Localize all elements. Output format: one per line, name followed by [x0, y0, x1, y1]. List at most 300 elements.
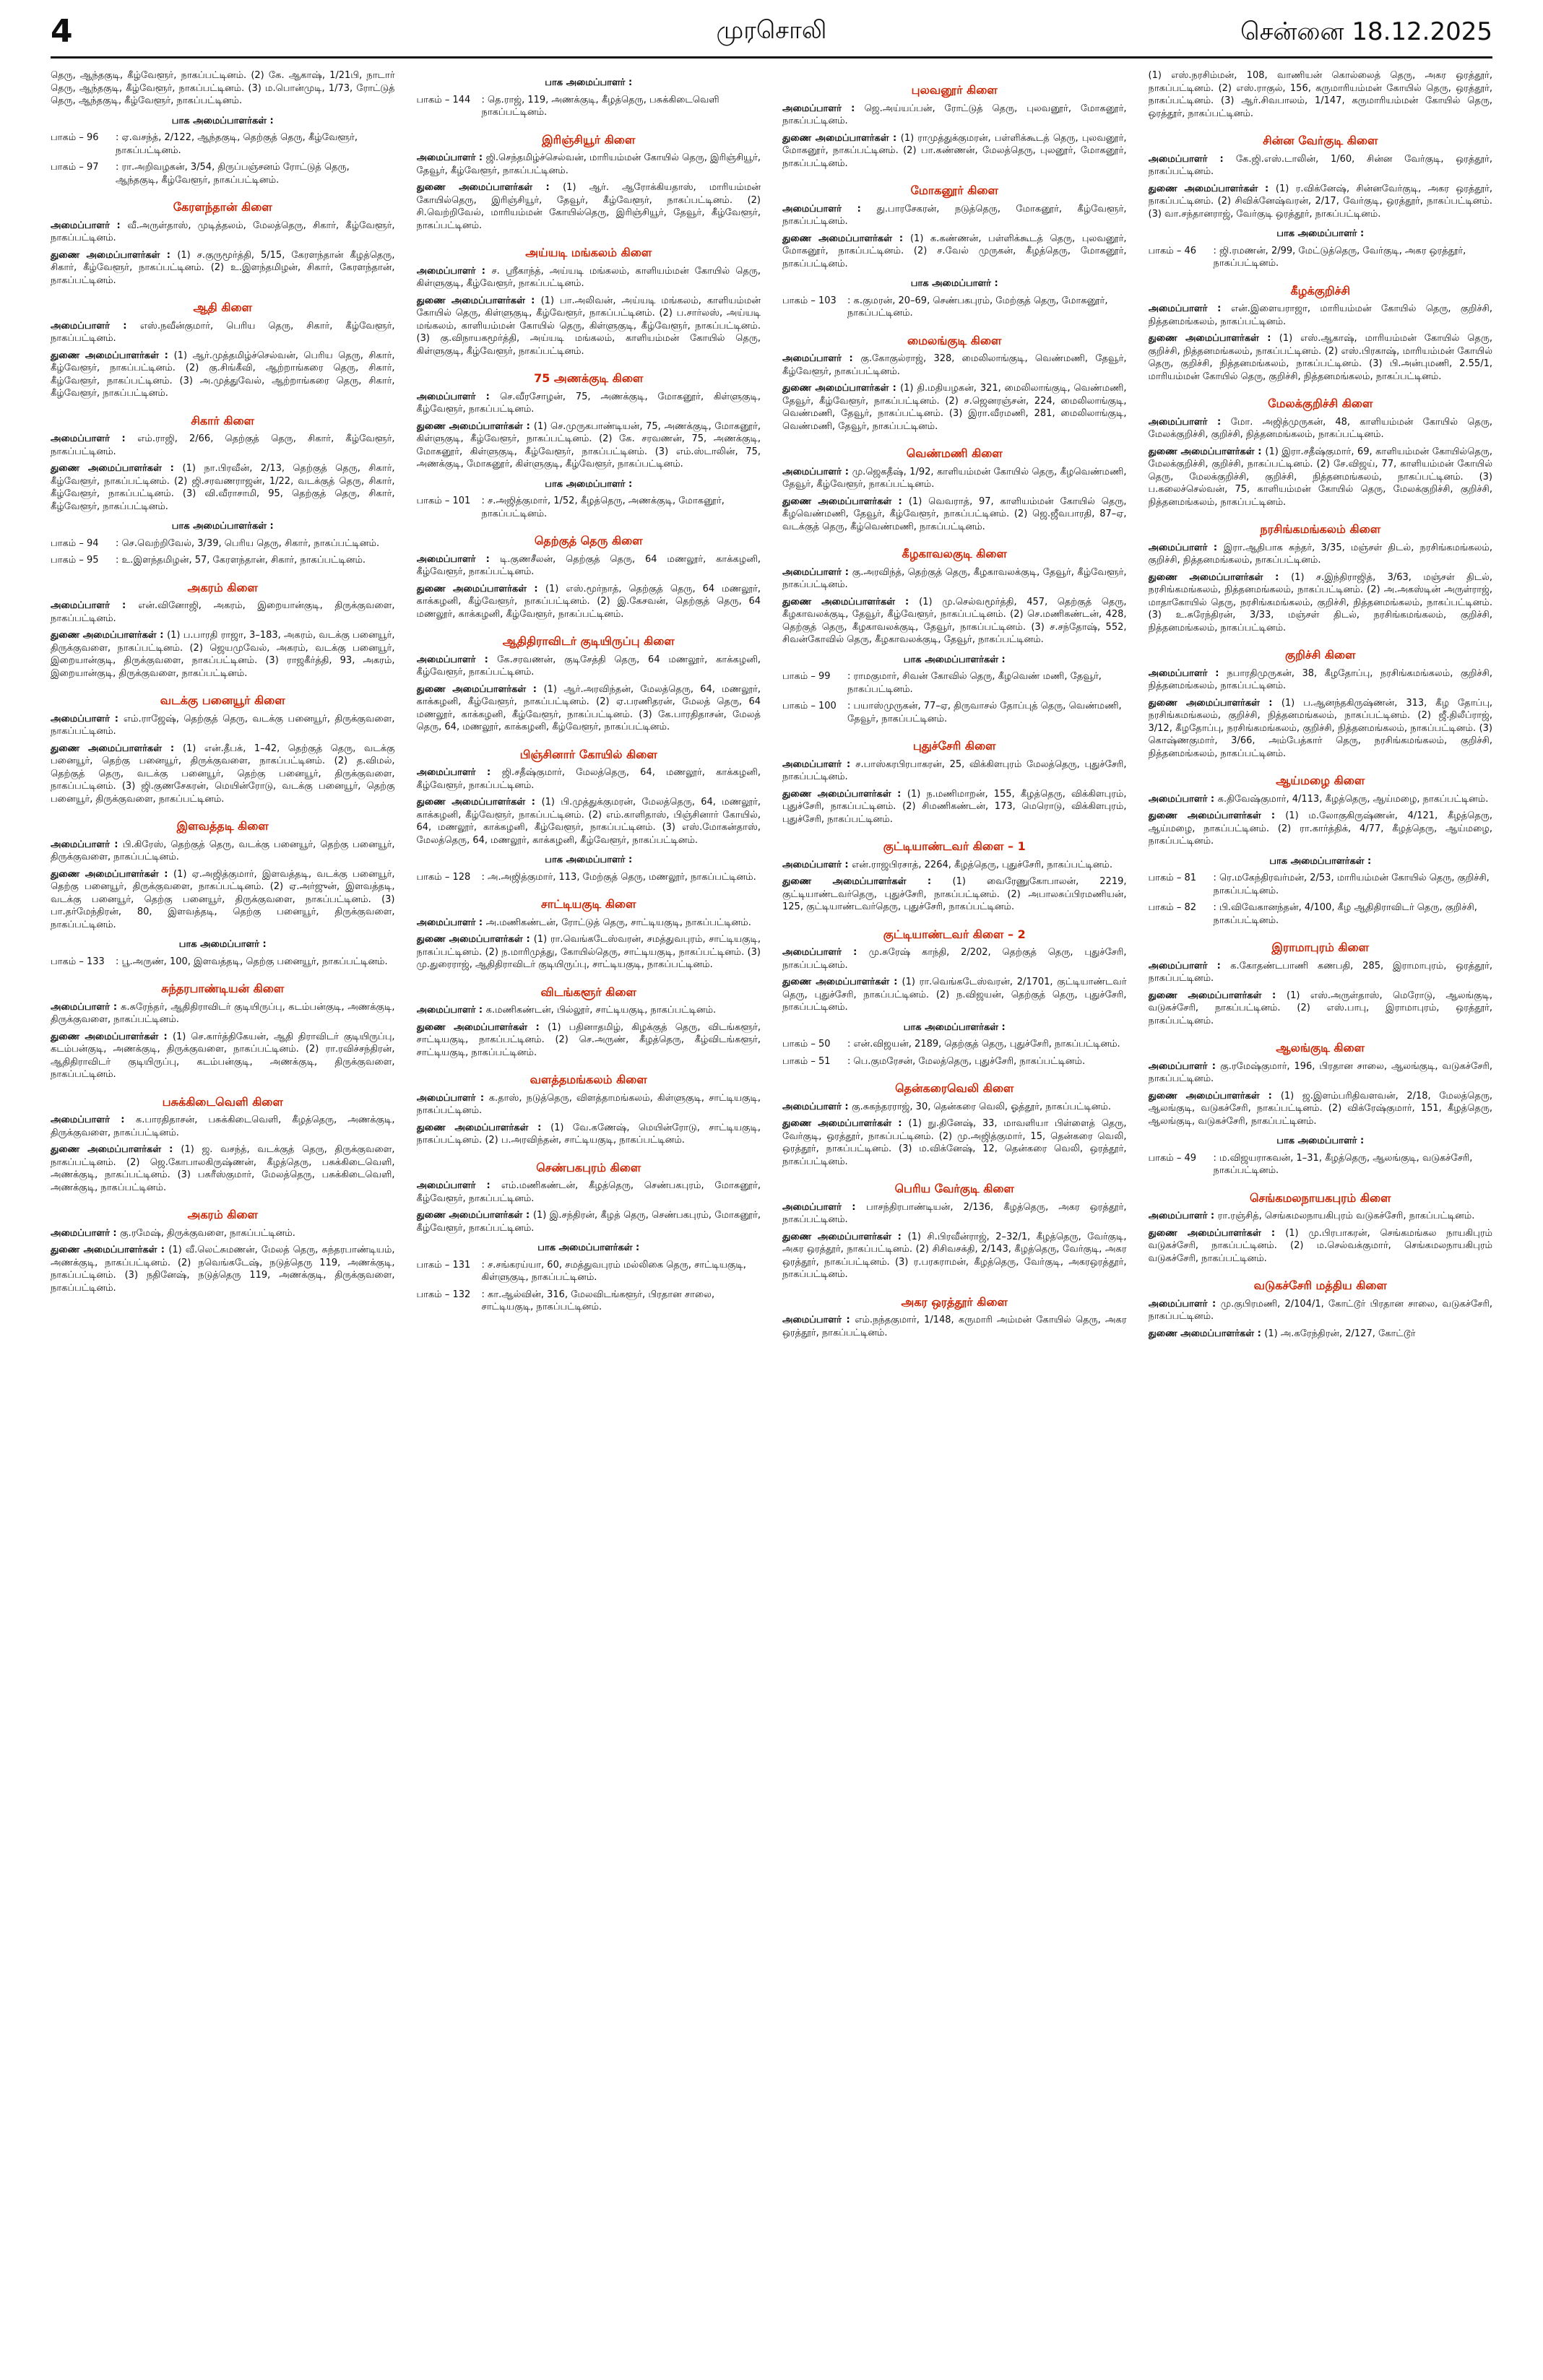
- deputy-organizers-value: (1) பா.அலிவன், அய்யடி மங்கலம், காளியம்மன் கோயில் தெரு, கிள்ளுகுடி, கீழ்வேளூர், நாகப்பட்டினம். (2) ப.சார்லஸ், அய்யடி மங்கலம், காளியம்மன் கோயில் தெரு, கிள்ளுகுடி, கீழ்வேளூர், நாகப்பட்டினம். (3) கு.விநாயகமூர்த்தி, அய்யடி மங்கலம், காளியம்மன் கோயில் தெரு, கிள்ளுகுடி, கீழ்வேளூர், நாகப்பட்டினம்.: [416, 295, 761, 357]
- branch-section: [782, 334, 1127, 433]
- section-number: பாகம் – 96: [51, 132, 99, 143]
- deputy-organizers-value: (1) க.கண்ணன், பள்ளிக்கூடத் தெரு, புலவனூர், மோகனூர், நாகப்பட்டினம். (2) ச.வேல் முருகன், கீழத்தெரு, மோகனூர், நாகப்பட்டினம்.: [782, 233, 1127, 269]
- section-number: பாகம் – 101: [416, 496, 471, 506]
- organizer-label: அமைப்பாளர் :: [1148, 1060, 1221, 1072]
- branch-section: [51, 301, 395, 400]
- deputy-organizers-value: (1) செ.கார்த்திகேயன், ஆதி திராவிடர் குடியிருப்பு, கடம்பன்குடி, அணக்குடி, திருக்குவளை, நாகப்பட்டினம். (2) ரா.ரவிச்சந்திரன், ஆதிதிராவிடர் குடியிருப்பு, கடம்பன்குடி, அணக்குடி, திருக்குவளை, நாகப்பட்டினம்.: [51, 1031, 395, 1080]
- organizer-label: அமைப்பாளர் :: [416, 767, 502, 778]
- organizer-entry: [51, 320, 395, 345]
- branch-title: மேலக்குறிச்சி கிளை: [1268, 397, 1373, 410]
- organizer-entry: [51, 433, 395, 458]
- organizer-value: என்.இளையராஜா, மாரியம்மன் கோயில் தெரு, குறிச்சி, நித்தனமங்கலம், நாகப்பட்டினம்.: [1148, 303, 1492, 327]
- section-organizer-row: [1149, 1152, 1493, 1177]
- section-organizer-row: [51, 554, 395, 567]
- section-number: பாகம் – 128: [416, 871, 471, 883]
- organizer-entry: [51, 600, 395, 625]
- branch-title: இளவத்தடி கிளை: [176, 819, 269, 833]
- section-organizer-row: [417, 871, 761, 884]
- branch-section: [417, 372, 761, 520]
- section-number: பாகம் – 49: [1148, 1152, 1197, 1164]
- organizer-value: எம்.நந்தகுமார், 1/148, கருமாரி அம்மன் கோயில் தெரு, அகர ஒரத்தூர், நாகப்பட்டினம்.: [782, 1315, 1127, 1338]
- deputy-organizers-label: துணை அமைப்பாளர்கள் :: [416, 420, 534, 432]
- organizer-entry: [51, 220, 395, 245]
- branch-section: [51, 201, 395, 287]
- deputy-organizers-label: துணை அமைப்பாளர்கள் :: [782, 233, 910, 244]
- deputy-organizers-label: துணை அமைப்பாளர்கள் :: [1148, 1227, 1286, 1239]
- section-organizer-row: [782, 700, 1127, 725]
- deputy-organizers-value: (1) ரா.வெங்கடேஸ்வரன், சமத்துவபுரம், சாட்டியகுடி, நாகப்பட்டினம். (2) ந.மாரிமுத்து, கோயில்தெரு, சாட்டியகுடி, நாகப்பட்டினம். (3) மு.துரைராஜ், ஆதிதிராவிடர் குடியிருப்பு, சாட்டியகுடி, நாகப்பட்டினம்.: [416, 934, 761, 970]
- section-organizer-row: [417, 1259, 761, 1284]
- deputy-organizers-value: (1) ப.ஆனந்தகிருஷ்ணன், 313, கீழ தோப்பு, நரசிங்கமங்கலம், குறிச்சி, நித்தனமங்கலம், நாகப்பட்டினம். (2) ஜீ.திலீப்ராஜ், 3/12, கீழதோப்பு, நரசிங்கமங்கலம், குறிச்சி, நித்தனமங்கலம், நாகப்பட்டினம். (3) கொஷ்ணகுமார், 3/66, அம்பேத்கார் தெரு, நரசிங்கமங்கலம், குறிச்சி, நித்தனமங்கலம், நாகப்பட்டினம்.: [1148, 697, 1492, 759]
- deputy-organizers-entry: [1149, 183, 1493, 221]
- organizer-label: அமைப்பாளர் :: [416, 391, 501, 402]
- deputy-organizers-entry: [782, 875, 1127, 914]
- branch-title: செண்பகபுரம் கிளை: [536, 1160, 641, 1174]
- organizer-entry: [782, 859, 1127, 872]
- branch-title: கீழக்குறிச்சி: [1290, 283, 1351, 298]
- deputy-organizers-value: (1) தி.மதியழகன், 321, மைலிலாங்குடி, வெண்மணி, தேவூர், கீழ்வேளூர், நாகப்பட்டினம். (2) ச.ஜெனரஞ்சன், 224, மைலிலாங்குடி, வெண்மணி, தேவூர், நாகப்பட்டினம். (3) இரா.வீரமணி, 281, மைலிலாங்குடி, வெண்மணி, தேவூர், நாகப்பட்டினம்.: [782, 383, 1127, 432]
- deputy-organizers-value: (1) மு.செல்வமூர்த்தி, 457, தெற்குத் தெரு, கீழகாவலக்குடி, தேவூர், கீழ்வேளூர், நாகப்பட்டினம். (2) செ.மணிகண்டன், 428, தெற்குத் தெரு, கீழகாவலக்குடி, தேவூர், நாகப்பட்டினம். (3) ச.சந்தோஷ், 552, சிவன்கோவில் தெரு, கீழகாவலக்குடி, தேவூர், நாகப்பட்டினம்.: [782, 596, 1127, 645]
- deputy-organizers-entry: [1149, 810, 1493, 848]
- section-organizers-heading: பாக அமைப்பாளர்கள் :: [171, 521, 274, 532]
- section-organizer-value: : க.குமரன், 20–69, செண்பகபுரம், மேற்குத் தெரு, மோகனூர், நாகப்பட்டினம்.: [847, 295, 1108, 319]
- section-number: பாகம் – 95: [51, 555, 99, 566]
- organizer-label: அமைப்பாளர் :: [1148, 153, 1236, 165]
- organizer-value: எம்.மணிகண்டன், கீழத்தெரு, செண்பகபுரம், மோகனூர், கீழ்வேளூர், நாகப்பட்டினம்.: [416, 1180, 761, 1204]
- deputy-organizers-label: துணை அமைப்பாளர்கள் :: [1148, 571, 1292, 583]
- organizer-entry: [1149, 960, 1493, 985]
- organizer-entry: [51, 713, 395, 738]
- deputy-organizers-value: (1) வெவராத், 97, காளியம்மன் கோயில் தெரு, கீழவெண்மணி, தேவூர், கீழ்வேளூர், நாகப்பட்டினம். (2) ஜெ.ஜீவபாரதி, 87–ஏ, வடக்குத் தெரு, கீழ்வெண்மணி, நாகப்பட்டினம்.: [782, 496, 1127, 532]
- deputy-organizers-label: துணை அமைப்பாளர்கள் :: [1148, 1328, 1265, 1339]
- branch-section: [417, 898, 761, 972]
- section-organizer-row: [51, 131, 395, 157]
- columns-container: [51, 69, 1492, 2366]
- branch-title: மைலங்குடி கிளை: [907, 333, 1002, 347]
- section-organizer-row: [417, 94, 761, 119]
- branch-section: [417, 134, 761, 233]
- branch-title: வளத்தமங்கலம் கிளை: [530, 1073, 647, 1086]
- branch-title: தென்கரைவெலி கிளை: [895, 1081, 1014, 1095]
- branch-section: [51, 1096, 395, 1195]
- deputy-organizers-entry: [51, 743, 395, 806]
- organizer-value: மு.குபிரமணி, 2/104/1, கோட்டூர் பிரதான சாலை, வடுகச்சேரி, நாகப்பட்டினம்.: [1148, 1298, 1492, 1322]
- organizer-entry: [51, 1114, 395, 1139]
- section-organizer-value: : பி.விவேகானந்தன், 4/100, கீழ ஆதிதிராவிடர் தெரு, குறிச்சி, நாகப்பட்டினம்.: [1213, 902, 1477, 926]
- deputy-organizers-value: (1) வே.கணேஷ், மெயின்ரோடு, சாட்டியகுடி, நாகப்பட்டினம். (2) ப.அரவிந்தன், சாட்டியகுடி, நாகப்பட்டினம்.: [416, 1122, 761, 1146]
- organizer-entry: [1149, 1210, 1493, 1223]
- organizer-value: எம்.ராஜி, 2/66, தெற்குத் தெரு, சிகார், கீழ்வேளூர், நாகப்பட்டினம்.: [51, 433, 395, 457]
- organizer-entry: [782, 566, 1127, 592]
- organizer-value: என்.வினோஜி, அகரம், இறையான்குடி, திருக்குவளை, நாகப்பட்டினம்.: [51, 600, 395, 624]
- deputy-organizers-label: துணை அமைப்பாளர்கள் :: [782, 876, 953, 887]
- section-organizer-row: [417, 1289, 761, 1314]
- branch-title: பெரிய வேர்குடி கிளை: [894, 1182, 1014, 1195]
- section-organizer-value: : ஏ.வசந்த், 2/122, ஆந்தகுடி, தெற்குத் தெரு, கீழ்வேளூர், நாகப்பட்டினம்.: [116, 132, 358, 156]
- organizer-value: க.பாரதிதாசன், பசுக்கிடைவெளி, கீழத்தெரு, அணக்குடி, திருக்குவளை, நாகப்பட்டினம்.: [51, 1115, 395, 1138]
- deputy-organizers-entry: [417, 683, 761, 734]
- deputy-organizers-value: (1) நா.பிரவீன், 2/13, தெற்குத் தெரு, சிகார், கீழ்வேளூர், நாகப்பட்டினம். (2) ஜி.சரவணராஜன், 1/22, வடக்குத் தெரு, சிகார், கீழ்வேளூர், நாகப்பட்டினம். (3) வி.வீராசாமி, 95, தெற்குத் தெரு, சிகார், கீழ்வேளூர், நாகப்பட்டினம்.: [51, 463, 395, 512]
- deputy-organizers-label: துணை அமைப்பாளர்கள் :: [1148, 183, 1276, 194]
- deputy-organizers-value: (1) ஏ.அஜித்குமார், இளவத்தடி, வடக்கு பனையூர், தெற்கு பனையூர், திருக்குவளை, நாகப்பட்டினம். (2) ஏ.அர்ஜுன், இளவத்தடி, வடக்கு பனையூர், தெற்கு பனையூர், திருக்குவளை, நாகப்பட்டினம். (3) பா.தர்மேந்திரன், 80, இளவத்தடி, தெற்கு பனையூர், திருக்குவளை, நாகப்பட்டினம்.: [51, 868, 395, 930]
- section-organizer-value: : தெ.ராஜ், 119, அணக்குடி, கீழத்தெரு, பசுக்கிடைவெளி நாகப்பட்டினம்.: [481, 94, 719, 118]
- deputy-organizers-entry: [1149, 1227, 1493, 1265]
- organizer-value: மு.ஜெகதீஷ், 1/92, காளியம்மன் கோயில் தெரு, கீழவெண்மணி, தேவூர், கீழ்வேளூர், நாகப்பட்டினம்.: [782, 466, 1127, 490]
- deputy-organizers-label: துணை அமைப்பாளர்கள் :: [51, 249, 178, 261]
- organizer-value: கு.அரவிந்த், தெற்குத் தெரு, கீழகாவலக்குடி, தேவூர், கீழ்வேளூர், நாகப்பட்டினம்.: [782, 566, 1127, 590]
- deputy-organizers-value: (1) ஆர்.முத்தமிழ்ச்செல்வன், பெரிய தெரு, சிகார், கீழ்வேளூர், நாகப்பட்டினம். (2) கு.சிங்கீவி, ஆற்றாங்கரை தெரு, சிகார், கீழ்வேளூர், நாகப்பட்டினம். (3) அ.முத்துவேல், ஆற்றாங்கரை தெரு, சிகார், கீழ்வேளூர், நாகப்பட்டினம்.: [51, 350, 395, 399]
- branch-section: [782, 548, 1127, 725]
- deputy-organizers-label: துணை அமைப்பாளர்கள் :: [416, 1122, 551, 1133]
- organizer-entry: [782, 103, 1127, 128]
- section-number: பாகம் – 100: [782, 701, 837, 711]
- deputy-organizers-label: துணை அமைப்பாளர்கள் :: [416, 934, 534, 945]
- deputy-organizers-value: (1) ச.குருமூர்த்தி, 5/15, கேரளந்தான் கீழத்தெரு, சிகார், கீழ்வேளூர், நாகப்பட்டினம். (2) உ.இளந்தமிழன், சிகார், கேரளந்தான், நாகப்பட்டினம்.: [51, 249, 395, 286]
- deputy-organizers-entry: [782, 976, 1127, 1014]
- organizer-label: அமைப்பாளர் :: [782, 1315, 855, 1325]
- branch-title: கேரளந்தான் கிளை: [173, 200, 272, 214]
- deputy-organizers-label: துணை அமைப்பாளர்கள் :: [416, 797, 542, 808]
- branch-section: [1149, 397, 1493, 509]
- branch-title: அகரம் கிளை: [187, 580, 258, 594]
- branch-section: [1149, 285, 1493, 384]
- branch-section: [417, 1073, 761, 1147]
- organizer-entry: [782, 352, 1127, 378]
- organizer-label: அமைப்பாளர் :: [51, 320, 140, 332]
- branch-section: [417, 535, 761, 620]
- deputy-organizers-value: (1) எஸ்.நரசிம்மன், 108, வாணியன் கொல்லைத் தெரு, அகர ஒரத்தூர், நாகப்பட்டினம். (2) எஸ்.ராகுல், 156, கருமாரியம்மன் கோயில் தெரு, ஒரத்தூர், நாகப்பட்டினம். (3) ஆர்.சிவபாலம், 1/147, கருமாரியம்மன் கோயில் தெரு, ஒரத்தூர், நாகப்பட்டினம்.: [1148, 70, 1492, 119]
- deputy-organizers-label: துணை அமைப்பாளர்கள் :: [51, 350, 174, 361]
- section-organizer-value: : என்.விஜயன், 2189, தெற்குத் தெரு, புதுச்சேரி, நாகப்பட்டினம்.: [847, 1039, 1120, 1050]
- branch-title: வெண்மணி கிளை: [906, 446, 1003, 460]
- branch-title: செங்கமலநாயகபுரம் கிளை: [1249, 1190, 1391, 1205]
- organizer-entry: [1149, 667, 1493, 693]
- deputy-organizers-entry: [417, 1021, 761, 1060]
- deputy-organizers-entry: [782, 1231, 1127, 1281]
- branch-title: அகர ஒரத்தூர் கிளை: [901, 1294, 1008, 1309]
- section-organizer-row: [1149, 901, 1493, 927]
- organizer-label: அமைப்பாளர் :: [782, 758, 856, 770]
- section-organizer-value: : ராமகுமார், சிவன் கோவில் தெரு, கீழவெண் மணி, தேவூர், நாகப்பட்டினம்.: [847, 671, 1102, 695]
- deputy-organizers-entry: [782, 788, 1127, 826]
- organizer-entry: [417, 917, 761, 930]
- section-number: பாகம் – 97: [51, 162, 99, 173]
- branch-title: ஆதி கிளை: [193, 300, 253, 314]
- section-organizer-value: : ச.அஜித்குமார், 1/52, கீழத்தெரு, அணக்குடி, மோகனூர், நாகப்பட்டினம்.: [481, 496, 725, 519]
- deputy-organizers-label: துணை அமைப்பாளர்கள் :: [782, 132, 901, 144]
- organizer-label: அமைப்பாளர் :: [1148, 416, 1231, 428]
- organizer-value: பி.கிரேஸ், தெற்குத் தெரு, வடக்கு பனையூர், தெற்கு பனையூர், திருக்குவளை, நாகப்பட்டினம்.: [51, 839, 395, 862]
- deputy-organizers-value: தெரு, ஆந்தகுடி, கீழ்வேளூர், நாகப்பட்டினம். (2) கே. ஆகாஷ், 1/21பி, நாடார் தெரு, ஆந்தகுடி, கீழ்வேளூர், நாகப்பட்டினம். (3) ம.பொன்முடி, 1/73, ரோட்டுத் தெரு, ஆந்தகுடி, கீழ்வேளூர், நாகப்பட்டினம்.: [51, 70, 395, 106]
- deputy-organizers-value: (1) செ.முருகபாண்டியன், 75, அணக்குடி, மோகனூர், கிள்ளுகுடி, கீழ்வேளூர், நாகப்பட்டினம். (2) கே. சரவணன், 75, அணக்குடி, மோகனூர், கிள்ளுகுடி, கீழ்வேளூர், நாகப்பட்டினம். (3) எம்.ஸ்டாலின், 75, அணக்குடி, மோகனூர், கிள்ளுகுடி, கீழ்வேளூர், நாகப்பட்டினம்.: [416, 420, 761, 469]
- section-organizer-value: : பூ.அருண், 100, இளவத்தடி, தெற்கு பனையூர், நாகப்பட்டினம்.: [116, 956, 388, 967]
- section-organizer-row: [1149, 872, 1493, 897]
- deputy-organizers-label: துணை அமைப்பாளர்கள் :: [51, 1144, 181, 1155]
- organizer-value: க.திவேஷ்குமார், 4/113, கீழத்தெரு, ஆய்மழை, நாகப்பட்டினம்.: [1217, 793, 1489, 805]
- organizer-label: அமைப்பாளர் :: [416, 654, 498, 665]
- branch-title: அகரம் கிளை: [187, 1208, 258, 1221]
- column: [1149, 69, 1493, 2366]
- section-organizer-row: [417, 495, 761, 520]
- deputy-organizers-value: (1) மு.பிரபாகரன், செங்கமங்கல நாயகிபுரம் வடுகச்சேரி, நாகப்பட்டினம். (2) ம.செல்வக்குமார், செங்கமலநாயகிபுரம் வடுகச்சேரி, நாகப்பட்டினம்.: [1148, 1227, 1492, 1264]
- column: [782, 69, 1127, 2366]
- organizer-label: அமைப்பாளர் :: [782, 203, 877, 215]
- organizer-value: மு.சுரேஷ் காந்தி, 2/202, தெற்குத் தெரு, புதுச்சேரி, நாகப்பட்டினம்.: [782, 947, 1127, 971]
- organizer-value: பாசந்திரபாண்டியன், 2/136, கீழத்தெரு, அகர ஒரத்தூர், நாகப்பட்டினம்.: [782, 1201, 1127, 1225]
- organizer-entry: [1149, 416, 1493, 441]
- branch-title: 75 அணக்குடி கிளை: [534, 371, 644, 385]
- section-organizers-heading: பாக அமைப்பாளர் :: [910, 278, 998, 289]
- organizer-value: கு.ரமேஷ்குமார், 196, பிரதான சாலை, ஆலங்குடி, வடுகச்சேரி, நாகப்பட்டினம்.: [1148, 1060, 1492, 1084]
- deputy-organizers-value: (1) ராமுத்துக்குமரன், பள்ளிக்கூடத் தெரு, புலவனூர், மோகனூர், நாகப்பட்டினம். (2) பா.கண்ணன், மேலத்தெரு, புலனூர், மோகனூர், நாகப்பட்டினம்.: [782, 132, 1127, 169]
- page-number: 4: [51, 13, 73, 50]
- branch-section: [782, 84, 1127, 170]
- deputy-organizers-entry: [417, 1122, 761, 1147]
- section-organizer-value: : கா.ஆல்வின், 316, மேலவிடங்களூர், பிரதான சாலை, சாட்டியகுடி, நாகப்பட்டினம்.: [481, 1289, 715, 1312]
- section-organizers-heading: பாக அமைப்பாளர்கள் :: [171, 115, 274, 126]
- deputy-organizers-label: துணை அமைப்பாளர்கள் :: [51, 1031, 173, 1042]
- branch-section: [1149, 523, 1493, 634]
- deputy-organizers-label: துணை அமைப்பாளர்கள் :: [782, 788, 907, 800]
- header-rule: [51, 56, 1492, 59]
- deputy-organizers-label: துணை அமைப்பாளர்கள் :: [1148, 333, 1279, 344]
- section-number: பாகம் – 50: [782, 1039, 831, 1050]
- organizer-entry: [417, 265, 761, 290]
- branch-title: இரிஞ்சியூர் கிளை: [542, 132, 636, 147]
- branch-section: [782, 184, 1127, 320]
- section-organizers-heading: பாக அமைப்பாளர்கள் :: [537, 1242, 640, 1253]
- organizer-label: அமைப்பாளர் :: [1148, 793, 1218, 805]
- deputy-organizers-entry: [51, 69, 395, 108]
- section-number: பாகம் – 103: [782, 295, 837, 306]
- organizer-label: அமைப்பாளர் :: [782, 566, 852, 578]
- organizer-value: ஜெ.அய்யப்பன், ரோட்டுத் தெரு, புலவனூர், மோகனூர், நாகப்பட்டினம்.: [782, 103, 1127, 126]
- section-organizer-value: : பயாஸ்முருகன், 77–ஏ, திருவாசல் தோப்புத் தெரு, வெண்மணி, தேவூர், நாகப்பட்டினம்.: [847, 701, 1122, 724]
- section-organizer-value: : உ.இளந்தமிழன், 57, கேரளந்தான், சிகார், நாகப்பட்டினம்.: [116, 555, 366, 566]
- deputy-organizers-entry: [1149, 69, 1493, 120]
- organizer-value: ச.பாஸ்கரபிரபாகரன், 25, விக்கிளபுரம் மேலத்தெரு, புதுச்சேரி, நாகப்பட்டினம்.: [782, 758, 1127, 782]
- deputy-organizers-label: துணை அமைப்பாளர்கள் :: [51, 463, 183, 474]
- organizer-entry: [417, 1180, 761, 1205]
- deputy-organizers-entry: [51, 1244, 395, 1294]
- organizer-entry: [417, 1092, 761, 1117]
- deputy-organizers-label: துணை அமைப்பாளர்கள் :: [1148, 697, 1281, 709]
- branch-section: [782, 1296, 1127, 1340]
- branch-section: [417, 635, 761, 734]
- organizer-label: அமைப்பாளர் :: [51, 839, 123, 850]
- column: [51, 69, 395, 2366]
- deputy-organizers-label: துணை அமைப்பாளர்கள் :: [416, 182, 563, 193]
- organizer-value: எஸ்.நவீன்குமார், பெரிய தெரு, சிகார், கீழ்வேளூர், நாகப்பட்டினம்.: [51, 320, 395, 344]
- deputy-organizers-entry: [51, 462, 395, 513]
- branch-title: அய்யடி மங்கலம் கிளை: [525, 246, 652, 259]
- section-organizers-heading: பாக அமைப்பாளர்கள் :: [903, 1021, 1006, 1033]
- deputy-organizers-entry: [51, 1143, 395, 1194]
- organizer-entry: [782, 946, 1127, 972]
- section-organizer-value: : ம.விஜயராகவன், 1–31, கீழத்தெரு, ஆலங்குடி, வடுகச்சேரி, நாகப்பட்டினம்.: [1213, 1152, 1473, 1176]
- deputy-organizers-entry: [1149, 332, 1493, 383]
- organizer-label: அமைப்பாளர் :: [782, 1201, 866, 1213]
- organizer-label: அமைப்பாளர் :: [416, 1092, 489, 1104]
- branch-section: [1149, 649, 1493, 760]
- organizer-entry: [782, 758, 1127, 784]
- deputy-organizers-value: (1) பி.முத்துக்குமரன், மேலத்தெரு, 64, மணலூர், காக்கழனி, கீழ்வேளூர், நாகப்பட்டினம். (2) எம்.காளிதாஸ், பிஞ்சினார் கோயில், 64, மணலூர், காக்கழனி, கீழ்வேளூர், நாகப்பட்டினம். (3) எஸ்.மோகன்தாஸ், மேலத்தெரு, 64, மணலூர், காக்கழனி, கீழ்வேளூர், நாகப்பட்டினம்.: [416, 797, 761, 846]
- organizer-label: அமைப்பாளர் :: [782, 947, 869, 958]
- deputy-organizers-value: (1) ர.விக்னேஷ், சின்னவேர்குடி, அகர ஒரத்தூர், நாகப்பட்டினம். (2) சிவிக்னேஷ்வரன், 2/17, வேர்குடி, ஒரத்தூர், நாகப்பட்டினம். (3) வா.சந்தானராஜ், வேர்குடி ஒரத்தூர், நாகப்பட்டினம்.: [1148, 183, 1492, 220]
- organizer-value: து.பாரசேகரன், நடுத்தெரு, மோகனூர், கீழ்வேளூர், நாகப்பட்டினம்.: [782, 203, 1127, 227]
- section-organizer-row: [782, 670, 1127, 696]
- deputy-organizers-entry: [417, 1209, 761, 1234]
- deputy-organizers-label: துணை அமைப்பாளர்கள் :: [782, 383, 901, 394]
- organizer-label: அமைப்பாளர் :: [51, 220, 128, 231]
- organizer-entry: [782, 466, 1127, 491]
- organizer-entry: [782, 1101, 1127, 1114]
- section-number: பாகம் – 133: [51, 956, 105, 967]
- branch-section: [51, 982, 395, 1081]
- masthead: [0, 0, 1543, 62]
- deputy-organizers-label: துணை அமைப்பாளர்கள் :: [416, 1021, 548, 1033]
- section-number: பாகம் – 99: [782, 671, 831, 682]
- newspaper-name: முரசொலி: [716, 16, 827, 45]
- deputy-organizers-entry: [1149, 697, 1493, 761]
- section-organizer-value: : அ.அஜித்குமார், 113, மேற்குத் தெரு, மணலூர், நாகப்பட்டினம்.: [481, 871, 756, 883]
- deputy-organizers-entry: [1149, 1328, 1493, 1341]
- organizer-entry: [51, 839, 395, 864]
- deputy-organizers-entry: [1149, 1090, 1493, 1128]
- branch-title: ஆய்மழை கிளை: [1276, 774, 1365, 787]
- deputy-organizers-entry: [417, 181, 761, 232]
- branch-title: ஆதிதிராவிடர் குடியிருப்பு கிளை: [502, 634, 675, 648]
- section-number: பாகம் – 82: [1148, 902, 1197, 913]
- organizer-entry: [417, 654, 761, 679]
- branch-section: [51, 415, 395, 567]
- organizer-label: அமைப்பாளர் :: [416, 1005, 486, 1016]
- deputy-organizers-value: (1) ம.லோகுகிருஷ்ணன், 4/121, கீழத்தெரு, ஆய்மழை, நாகப்பட்டினம். (2) ரா.கார்த்திக், 4/77, கீழத்தெரு, ஆய்மழை, நாகப்பட்டினம்.: [1148, 810, 1492, 847]
- deputy-organizers-entry: [782, 233, 1127, 271]
- organizer-value: க.மணிகண்டன், பில்லூர், சாட்டியகுடி, நாகப்பட்டினம்.: [485, 1005, 717, 1016]
- deputy-organizers-entry: [782, 496, 1127, 534]
- branch-section: [1149, 1279, 1493, 1340]
- section-organizer-row: [782, 1038, 1127, 1051]
- deputy-organizers-entry: [417, 295, 761, 358]
- organizer-value: க.கோதண்டபாணி கணபதி, 285, இராமாபுரம், ஒரத்தூர், நாகப்பட்டினம்.: [1148, 960, 1492, 984]
- organizer-label: அமைப்பாளர் :: [416, 265, 492, 277]
- branch-section: [417, 246, 761, 358]
- organizer-entry: [1149, 303, 1493, 328]
- deputy-organizers-entry: [1149, 571, 1493, 635]
- organizer-label: அமைப்பாளர் :: [1148, 960, 1231, 972]
- branch-section: [417, 986, 761, 1060]
- branch-section: [51, 820, 395, 968]
- deputy-organizers-entry: [782, 382, 1127, 433]
- deputy-organizers-value: (1) என்.தீபக், 1–42, தெற்குத் தெரு, வடக்கு பனையூர், தெற்கு பனையூர், திருக்குவளை, நாகப்பட்டினம். (2) த.விமல், தெற்குத் தெரு, வடக்கு பனையூர், தெற்கு பனையூர், திருக்குவளை, நாகப்பட்டினம். (3) ஜி.குணசேகரன், மெயின்ரோடு, வடக்கு பனையூர், தெற்கு பனையூர், திருக்குவளை, நாகப்பட்டினம்.: [51, 743, 395, 805]
- branch-section: [51, 69, 395, 186]
- organizer-value: ஜி.செந்தமிழ்ச்செல்வன், மாரியம்மன் கோயில் தெரு, இரிஞ்சியூர், தேவூர், கீழ்வேளூர், நாகப்பட்டினம்.: [416, 152, 761, 176]
- deputy-organizers-label: துணை அமைப்பாளர்கள் :: [1148, 990, 1287, 1001]
- deputy-organizers-label: துணை அமைப்பாளர்கள் :: [51, 868, 174, 880]
- deputy-organizers-label: துணை அமைப்பாளர்கள் :: [782, 1118, 909, 1129]
- branch-section: [51, 1208, 395, 1294]
- section-number: பாகம் – 51: [782, 1055, 831, 1067]
- deputy-organizers-label: துணை அமைப்பாளர்கள் :: [782, 596, 920, 607]
- section-organizers-heading: பாக அமைப்பாளர் :: [545, 854, 633, 865]
- branch-title: வடக்கு பனையூர் கிளை: [160, 693, 285, 707]
- organizer-label: அமைப்பாளர் :: [51, 1115, 136, 1125]
- organizer-label: அமைப்பாளர் :: [51, 1227, 121, 1239]
- branch-section: [1149, 774, 1493, 927]
- deputy-organizers-label: துணை அமைப்பாளர்கள் :: [51, 743, 183, 754]
- branch-section: [1149, 69, 1493, 120]
- branch-section: [51, 694, 395, 805]
- section-organizer-row: [782, 1055, 1127, 1068]
- section-number: பாகம் – 94: [51, 537, 99, 549]
- deputy-organizers-value: (1) பதினாதமிழ், கிழக்குத் தெரு, விடங்களூர், சாட்டியகுடி, நாகப்பட்டினம். (2) செ.அருண், கீழத்தெரு, கீழ்விடங்களூர், சாட்டியகுடி, நாகப்பட்டினம்.: [416, 1021, 761, 1058]
- organizer-label: அமைப்பாளர் :: [782, 103, 865, 114]
- organizer-value: கு.சுகந்தரராஜ், 30, தென்கரை வெலி, ஓத்தூர், நாகப்பட்டினம்.: [852, 1101, 1112, 1112]
- organizer-entry: [782, 1314, 1127, 1339]
- section-organizers-heading: பாக அமைப்பாளர்கள் :: [903, 654, 1006, 665]
- branch-section: [782, 447, 1127, 533]
- organizer-value: க.சுரேந்தர், ஆதிதிராவிடர் குடியிருப்பு, கடம்பன்குடி, அணக்குடி, திருக்குவளை, நாகப்பட்டினம்.: [51, 1001, 395, 1025]
- branch-section: [417, 77, 761, 119]
- organizer-label: அமைப்பாளர் :: [1148, 1298, 1221, 1310]
- branch-title: பிஞ்சினார் கோயில் கிளை: [519, 747, 657, 761]
- organizer-value: வீ.அருள்தாஸ், முடித்தலம், மேலத்தெரு, சிகார், கீழ்வேளூர், நாகப்பட்டினம்.: [51, 220, 395, 243]
- deputy-organizers-label: துணை அமைப்பாளர்கள் :: [51, 1245, 169, 1255]
- deputy-organizers-label: துணை அமைப்பாளர்கள் :: [416, 683, 544, 695]
- section-organizer-row: [51, 956, 395, 969]
- deputy-organizers-value: (1) ஜ.இளம்பரிதிவளவன், 2/18, மேலத்தெரு, ஆலங்குடி, வடுகச்சேரி, நாகப்பட்டினம். (2) விக்ரேஷ்குமார், 151, கீழத்தெரு, ஆலங்குடி, வடுகச்சேரி, நாகப்பட்டினம்.: [1148, 1090, 1492, 1127]
- deputy-organizers-label: துணை அமைப்பாளர்கள் :: [1148, 1090, 1281, 1102]
- deputy-organizers-entry: [782, 596, 1127, 646]
- organizer-entry: [417, 152, 761, 177]
- deputy-organizers-label: துணை அமைப்பாளர்கள் :: [51, 630, 168, 641]
- deputy-organizers-label: துணை அமைப்பாளர்கள் :: [416, 295, 541, 306]
- deputy-organizers-label: துணை அமைப்பாளர்கள் :: [782, 1231, 908, 1242]
- organizer-entry: [1149, 542, 1493, 567]
- organizer-value: அ.மணிகண்டன், ரோட்டுத் தெரு, சாட்டியகுடி, நாகப்பட்டினம்.: [485, 917, 751, 928]
- branch-section: [51, 581, 395, 680]
- organizer-label: அமைப்பாளர் :: [51, 600, 139, 611]
- branch-title: பசுக்கிடைவெளி கிளை: [162, 1094, 283, 1109]
- organizer-label: அமைப்பாளர் :: [782, 466, 852, 477]
- deputy-organizers-value: (1) ஆர். ஆரோக்கியதாஸ், மாரியம்மன் கோயில்தெரு, இரிஞ்சியூர், தேவூர், கீழ்வேளூர், நாகப்பட்டினம். (2) சி.வெற்றிவேல், மாரியம்மன் கோயில்தெரு, இரிஞ்சியூர், தேவூர், கீழ்வேளூர், நாகப்பட்டினம்.: [416, 182, 761, 231]
- section-organizers-heading: பாக அமைப்பாளர் :: [545, 478, 633, 490]
- organizer-value: ச. ஸ்ரீகாந்த், அய்யடி மங்கலம், காளியம்மன் கோயில் தெரு, கிள்ளுகுடி, கீழ்வேளூர், நாகப்பட்டினம்.: [416, 265, 761, 289]
- organizer-entry: [417, 766, 761, 792]
- section-number: பாகம் – 144: [416, 94, 471, 105]
- deputy-organizers-label: துணை அமைப்பாளர்கள் :: [416, 583, 545, 594]
- section-organizers-heading: பாக அமைப்பாளர் :: [1276, 228, 1365, 239]
- deputy-organizers-entry: [51, 249, 395, 287]
- deputy-organizers-entry: [51, 350, 395, 400]
- organizer-label: அமைப்பாளர் :: [1148, 1211, 1218, 1221]
- deputy-organizers-value: (1) வீ.லெட்சுமணன், மேலத் தெரு, சுந்தரபாண்டியம், அணக்குடி, நாகப்பட்டினம். (2) நவெங்கடேஷ், நடுத்தெரு 119, அணக்குடி, நாகப்பட்டினம். (3) நதினேஷ், நடுத்தெரு 119, அணக்குடி, திருக்குவளை, நாகப்பட்டினம்.: [51, 1245, 395, 1294]
- deputy-organizers-label: துணை அமைப்பாளர்கள் :: [782, 496, 909, 507]
- section-organizer-value: : ஜி.ரமணன், 2/99, மேட்டுத்தெரு, வேர்குடி, அகர ஒரத்தூர், நாகப்பட்டினம்.: [1213, 245, 1466, 269]
- organizer-entry: [782, 203, 1127, 228]
- organizer-entry: [1149, 1060, 1493, 1086]
- deputy-organizers-value: (1) எஸ்.மூர்நாத், தெற்குத் தெரு, 64 மணலூர், காக்கழனி, கீழ்வேளூர், நாகப்பட்டினம். (2) இ.கேசவன், தெற்குத் தெரு, 64 மணலூர், காக்கழனி, கீழ்வேளூர், நாகப்பட்டினம்.: [416, 583, 761, 620]
- section-number: பாகம் – 131: [416, 1259, 471, 1271]
- deputy-organizers-value: (1) அ.கரேந்திரன், 2/127, கோட்டூர்: [1264, 1328, 1416, 1339]
- branch-section: [1149, 941, 1493, 1027]
- organizer-entry: [782, 1201, 1127, 1226]
- branch-title: சுந்தரபாண்டியன் கிளை: [161, 982, 285, 995]
- deputy-organizers-value: (1) நு.தினேஷ், 33, மாவளியா பிள்ளைத் தெரு, வேர்குடி, ஒரத்தூர், நாகப்பட்டினம். (2) மு.அஜித்குமார், 15, தென்கரை வெலி, ஒரத்தூர், நாகப்பட்டினம். (3) ம.விக்னேஷ், 12, தென்கரை வெலி, ஒரத்தூர், நாகப்பட்டினம்.: [782, 1118, 1127, 1167]
- section-organizer-value: : பெ.குமரேசன், மேலத்தெரு, புதுச்சேரி, நாகப்பட்டினம்.: [847, 1055, 1086, 1067]
- deputy-organizers-value: (1) வைரேணுகோபாலன், 2219, குட்டியாண்டவர்தெரு, புதுச்சேரி, நாகப்பட்டினம். (2) அபாலசுப்பிரமணியன், 125, குட்டியாண்டவர்தெரு, புதுச்சேரி, நாகப்பட்டினம்.: [782, 876, 1127, 912]
